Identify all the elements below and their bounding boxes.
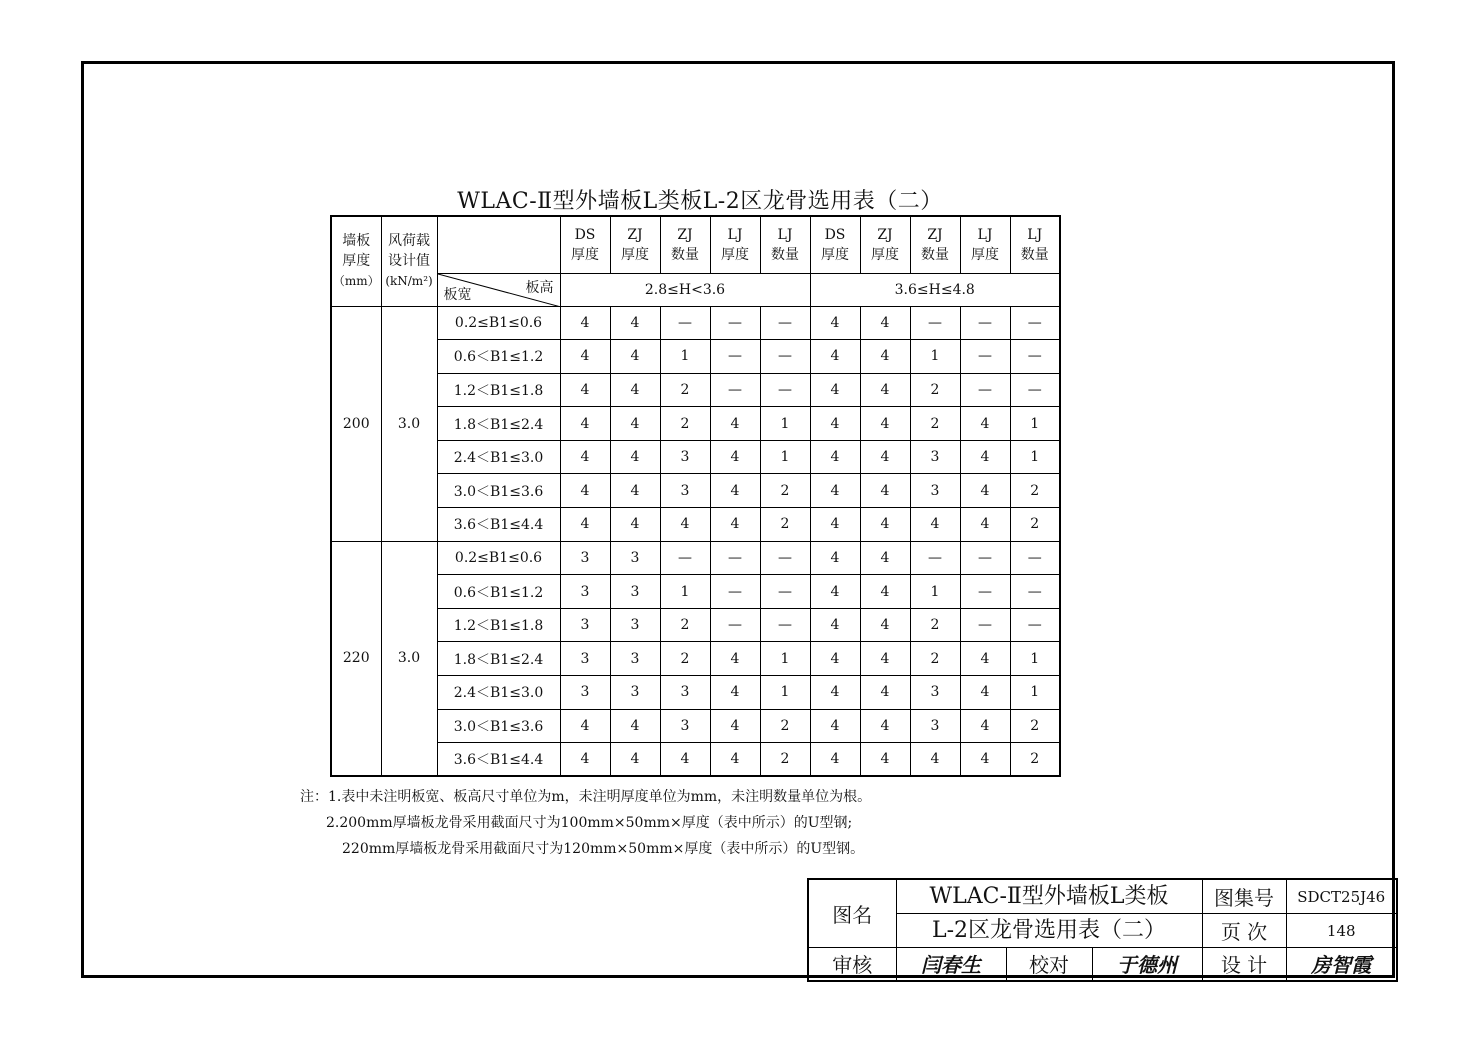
value-cell: 1 xyxy=(660,340,710,374)
table-row xyxy=(331,676,1060,710)
value-cell: 4 xyxy=(710,642,760,676)
value-cell: 3 xyxy=(610,575,660,609)
value-cell: 4 xyxy=(710,743,760,777)
value-cell: 4 xyxy=(810,440,860,474)
review-label: 审核 xyxy=(808,948,896,981)
value-cell: — xyxy=(760,575,810,609)
value-cell: — xyxy=(960,306,1010,340)
value-cell: 4 xyxy=(960,676,1010,710)
page-number: 148 xyxy=(1286,914,1397,948)
width-range-cell: 1.2＜B1≤1.8 xyxy=(437,608,560,642)
value-cell: 4 xyxy=(560,440,610,474)
value-cell: — xyxy=(660,541,710,575)
table-title: WLAC-Ⅱ型外墙板L类板L-2区龙骨选用表（二） xyxy=(457,189,943,214)
value-cell: 4 xyxy=(660,508,710,542)
width-range-cell: 0.6＜B1≤1.2 xyxy=(437,575,560,609)
width-range-cell: 3.6＜B1≤4.4 xyxy=(437,743,560,777)
width-range-cell: 0.2≤B1≤0.6 xyxy=(437,306,560,340)
value-cell: 4 xyxy=(560,373,610,407)
value-cell: 4 xyxy=(860,306,910,340)
value-cell: 3 xyxy=(560,642,610,676)
width-range-cell: 3.0＜B1≤3.6 xyxy=(437,474,560,508)
value-cell: 2 xyxy=(910,608,960,642)
value-cell: 4 xyxy=(860,340,910,374)
table-row xyxy=(331,306,1060,340)
value-cell: 4 xyxy=(610,407,660,441)
value-cell: 4 xyxy=(960,474,1010,508)
value-cell: — xyxy=(760,373,810,407)
value-cell: — xyxy=(910,306,960,340)
value-cell: 4 xyxy=(610,440,660,474)
width-range-cell: 3.6＜B1≤4.4 xyxy=(437,508,560,542)
value-cell: 2 xyxy=(1010,474,1060,508)
value-cell: 4 xyxy=(860,642,910,676)
value-cell: 4 xyxy=(960,743,1010,777)
value-cell: — xyxy=(1010,373,1060,407)
value-cell: 4 xyxy=(810,709,860,743)
table-row xyxy=(331,743,1060,777)
table-row xyxy=(331,709,1060,743)
width-range-cell: 3.0＜B1≤3.6 xyxy=(437,709,560,743)
value-cell: — xyxy=(1010,575,1060,609)
value-cell: 3 xyxy=(560,676,610,710)
value-cell: 4 xyxy=(860,407,910,441)
value-cell: 4 xyxy=(610,709,660,743)
value-cell: 4 xyxy=(560,508,610,542)
value-cell: 4 xyxy=(860,508,910,542)
value-cell: 1 xyxy=(910,340,960,374)
value-cell: 4 xyxy=(810,508,860,542)
value-cell: 4 xyxy=(560,743,610,777)
value-cell: 2 xyxy=(760,743,810,777)
value-cell: — xyxy=(710,373,760,407)
title-block xyxy=(807,878,1398,982)
header-row-2 xyxy=(331,273,1060,306)
value-cell: 4 xyxy=(860,373,910,407)
value-cell: — xyxy=(1010,340,1060,374)
value-cell: — xyxy=(760,608,810,642)
value-cell: — xyxy=(960,608,1010,642)
value-cell: 4 xyxy=(860,709,910,743)
design-signature: 房智霞 xyxy=(1286,948,1397,981)
value-cell: 4 xyxy=(910,743,960,777)
value-cell: 3 xyxy=(610,642,660,676)
value-cell: 4 xyxy=(610,474,660,508)
value-cell: 2 xyxy=(760,474,810,508)
value-cell: — xyxy=(710,541,760,575)
column-header: ZJ 数量 xyxy=(910,216,960,273)
column-header: LJ 数量 xyxy=(760,216,810,273)
value-cell: 4 xyxy=(710,676,760,710)
wall-thickness-cell: 220 xyxy=(331,541,381,776)
note-1: 注：1.表中未注明板宽、板高尺寸单位为m，未注明厚度单位为mm，未注明数量单位为根。 xyxy=(300,789,872,805)
column-header: ZJ 厚度 xyxy=(860,216,910,273)
value-cell: 3 xyxy=(610,541,660,575)
value-cell: 4 xyxy=(810,474,860,508)
value-cell: 4 xyxy=(860,474,910,508)
notes xyxy=(300,784,871,862)
value-cell: 4 xyxy=(810,306,860,340)
value-cell: 3 xyxy=(910,709,960,743)
keel-selection-table xyxy=(330,215,1061,777)
column-header: ZJ 厚度 xyxy=(610,216,660,273)
value-cell: 4 xyxy=(810,340,860,374)
value-cell: 4 xyxy=(810,407,860,441)
value-cell: — xyxy=(710,306,760,340)
diagonal-header-cell xyxy=(437,273,560,306)
value-cell: 4 xyxy=(660,743,710,777)
value-cell: 4 xyxy=(610,508,660,542)
value-cell: 2 xyxy=(910,407,960,441)
column-header: LJ 厚度 xyxy=(960,216,1010,273)
value-cell: — xyxy=(1010,306,1060,340)
value-cell: 4 xyxy=(860,541,910,575)
header-row-1 xyxy=(331,216,1060,273)
value-cell: 4 xyxy=(560,340,610,374)
value-cell: 3 xyxy=(910,474,960,508)
value-cell: 4 xyxy=(610,306,660,340)
value-cell: 1 xyxy=(760,407,810,441)
table-row xyxy=(331,508,1060,542)
value-cell: 1 xyxy=(1010,676,1060,710)
value-cell: 4 xyxy=(560,306,610,340)
value-cell: — xyxy=(760,541,810,575)
value-cell: — xyxy=(710,575,760,609)
value-cell: 4 xyxy=(860,575,910,609)
drawing-name-label: 图名 xyxy=(808,879,896,948)
value-cell: 4 xyxy=(710,709,760,743)
value-cell: 2 xyxy=(760,508,810,542)
value-cell: — xyxy=(710,340,760,374)
value-cell: 2 xyxy=(660,407,710,441)
value-cell: — xyxy=(710,608,760,642)
value-cell: 1 xyxy=(760,642,810,676)
value-cell: 2 xyxy=(1010,508,1060,542)
note-3: 220mm厚墙板龙骨采用截面尺寸为120mm×50mm×厚度（表中所示）的U型钢。 xyxy=(342,841,865,857)
wind-load-cell: 3.0 xyxy=(381,541,437,776)
value-cell: — xyxy=(960,541,1010,575)
width-range-cell: 2.4＜B1≤3.0 xyxy=(437,676,560,710)
column-header: DS 厚度 xyxy=(810,216,860,273)
table-row xyxy=(331,642,1060,676)
value-cell: 4 xyxy=(910,508,960,542)
value-cell: 4 xyxy=(610,340,660,374)
value-cell: 4 xyxy=(960,508,1010,542)
table-row xyxy=(331,340,1060,374)
value-cell: — xyxy=(960,575,1010,609)
value-cell: 3 xyxy=(660,676,710,710)
check-signature: 于德州 xyxy=(1092,948,1202,981)
value-cell: 4 xyxy=(860,440,910,474)
width-range-cell: 0.2≤B1≤0.6 xyxy=(437,541,560,575)
value-cell: — xyxy=(760,340,810,374)
value-cell: 4 xyxy=(560,474,610,508)
value-cell: 3 xyxy=(660,440,710,474)
value-cell: 3 xyxy=(560,541,610,575)
value-cell: 1 xyxy=(1010,642,1060,676)
value-cell: — xyxy=(660,306,710,340)
review-signature: 闫春生 xyxy=(896,948,1006,981)
value-cell: 3 xyxy=(560,575,610,609)
page-label: 页 次 xyxy=(1202,914,1286,948)
value-cell: 4 xyxy=(860,743,910,777)
column-header: DS 厚度 xyxy=(560,216,610,273)
atlas-number-value: SDCT25J46 xyxy=(1286,879,1397,914)
column-header: LJ 数量 xyxy=(1010,216,1060,273)
check-label: 校对 xyxy=(1006,948,1092,981)
value-cell: 4 xyxy=(610,373,660,407)
note-2: 2.200mm厚墙板龙骨采用截面尺寸为100mm×50mm×厚度（表中所示）的U型钢; xyxy=(326,815,853,831)
table-row xyxy=(331,474,1060,508)
value-cell: 4 xyxy=(710,474,760,508)
value-cell: 2 xyxy=(1010,709,1060,743)
value-cell: 4 xyxy=(710,407,760,441)
value-cell: 2 xyxy=(660,373,710,407)
wall-thickness-cell: 200 xyxy=(331,306,381,541)
height-range-1: 2.8≤H<3.6 xyxy=(560,273,810,306)
value-cell: 1 xyxy=(760,676,810,710)
value-cell: 4 xyxy=(810,541,860,575)
blank-header-cell xyxy=(437,216,560,273)
table-row xyxy=(331,608,1060,642)
value-cell: 2 xyxy=(660,608,710,642)
value-cell: 1 xyxy=(660,575,710,609)
value-cell: 1 xyxy=(910,575,960,609)
width-range-cell: 0.6＜B1≤1.2 xyxy=(437,340,560,374)
panel-width-label: 板宽 xyxy=(443,286,472,303)
value-cell: 3 xyxy=(910,440,960,474)
value-cell: — xyxy=(960,373,1010,407)
value-cell: 4 xyxy=(810,743,860,777)
design-label: 设 计 xyxy=(1202,948,1286,981)
value-cell: 4 xyxy=(960,642,1010,676)
width-range-cell: 1.8＜B1≤2.4 xyxy=(437,642,560,676)
value-cell: 4 xyxy=(860,676,910,710)
value-cell: 1 xyxy=(1010,407,1060,441)
value-cell: 4 xyxy=(960,407,1010,441)
value-cell: 4 xyxy=(810,575,860,609)
wind-load-cell: 3.0 xyxy=(381,306,437,541)
value-cell: 3 xyxy=(560,608,610,642)
value-cell: 1 xyxy=(760,440,810,474)
value-cell: 3 xyxy=(610,676,660,710)
value-cell: 4 xyxy=(810,608,860,642)
value-cell: 4 xyxy=(810,676,860,710)
width-range-cell: 1.8＜B1≤2.4 xyxy=(437,407,560,441)
value-cell: 4 xyxy=(810,642,860,676)
value-cell: — xyxy=(1010,541,1060,575)
value-cell: 3 xyxy=(660,474,710,508)
value-cell: 4 xyxy=(960,709,1010,743)
column-header: ZJ 数量 xyxy=(660,216,710,273)
thickness-header: 墙板 厚度 （mm） xyxy=(331,216,381,306)
value-cell: 4 xyxy=(960,440,1010,474)
drawing-name-line1: WLAC-Ⅱ型外墙板L类板 xyxy=(896,879,1202,914)
table-row xyxy=(331,575,1060,609)
wind-load-header: 风荷载 设计值 (kN/m²) xyxy=(381,216,437,306)
table-row xyxy=(331,407,1060,441)
value-cell: 3 xyxy=(910,676,960,710)
table-row xyxy=(331,440,1060,474)
value-cell: 4 xyxy=(560,709,610,743)
table-row xyxy=(331,373,1060,407)
value-cell: 3 xyxy=(660,709,710,743)
value-cell: 2 xyxy=(760,709,810,743)
height-range-2: 3.6≤H≤4.8 xyxy=(810,273,1060,306)
value-cell: 2 xyxy=(1010,743,1060,777)
panel-height-label: 板高 xyxy=(525,279,554,296)
value-cell: 2 xyxy=(660,642,710,676)
value-cell: 4 xyxy=(610,743,660,777)
value-cell: 4 xyxy=(860,608,910,642)
width-range-cell: 1.2＜B1≤1.8 xyxy=(437,373,560,407)
value-cell: 4 xyxy=(710,508,760,542)
value-cell: 3 xyxy=(610,608,660,642)
table-row xyxy=(331,541,1060,575)
atlas-number-label: 图集号 xyxy=(1202,879,1286,914)
value-cell: — xyxy=(760,306,810,340)
value-cell: 4 xyxy=(560,407,610,441)
value-cell: — xyxy=(1010,608,1060,642)
value-cell: 4 xyxy=(710,440,760,474)
column-header: LJ 厚度 xyxy=(710,216,760,273)
value-cell: 4 xyxy=(810,373,860,407)
value-cell: 2 xyxy=(910,373,960,407)
value-cell: 2 xyxy=(910,642,960,676)
value-cell: — xyxy=(960,340,1010,374)
width-range-cell: 2.4＜B1≤3.0 xyxy=(437,440,560,474)
value-cell: — xyxy=(910,541,960,575)
value-cell: 1 xyxy=(1010,440,1060,474)
drawing-name-line2: L-2区龙骨选用表（二） xyxy=(896,914,1202,948)
